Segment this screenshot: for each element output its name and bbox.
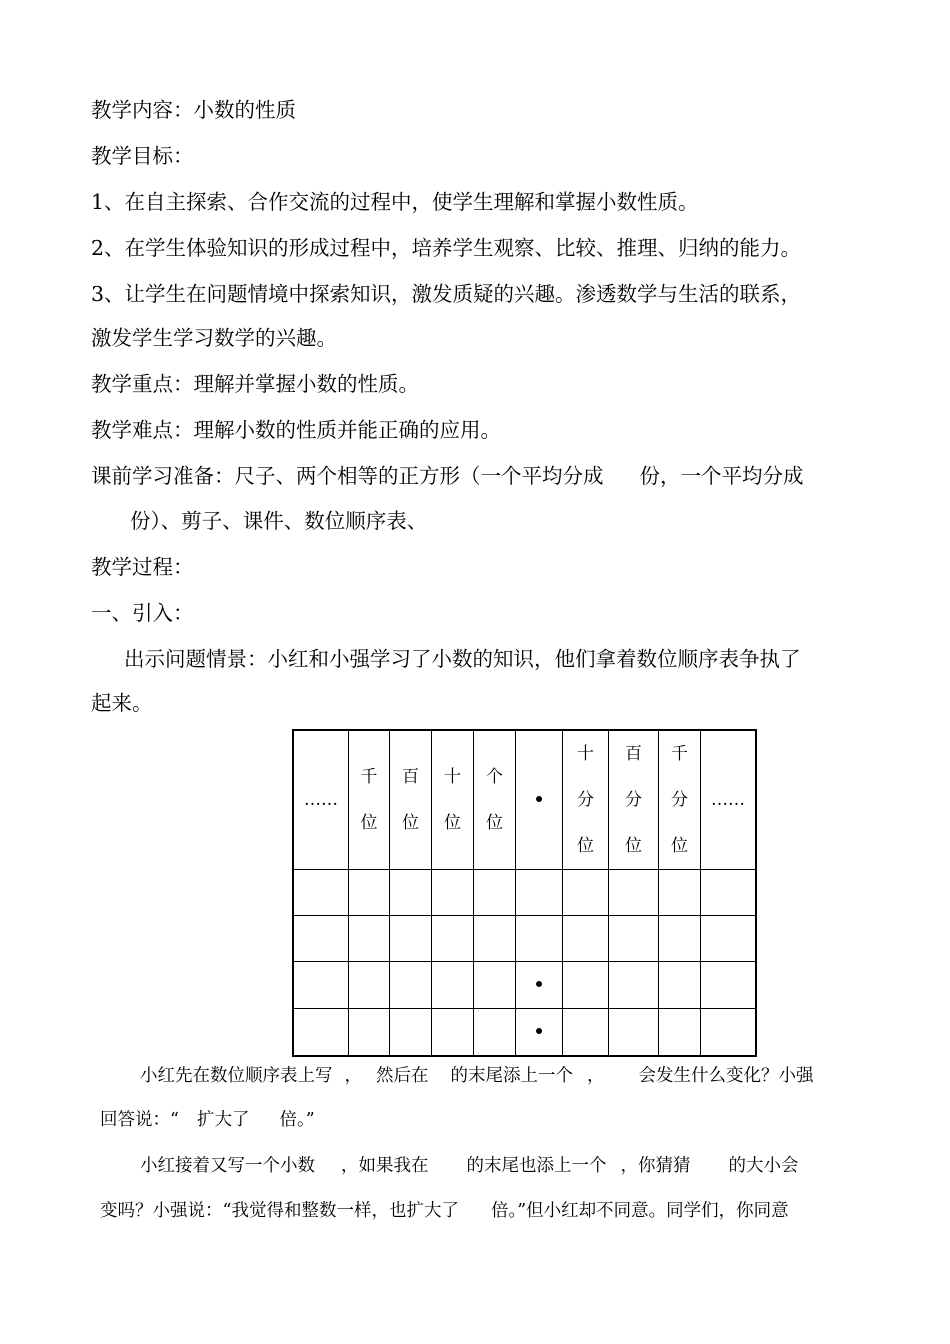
key-point: 教学重点：理解并掌握小数的性质。 xyxy=(91,372,419,396)
goal-3-cont: 激发学生学习数学的兴趣。 xyxy=(91,326,337,350)
heading-process: 教学过程： xyxy=(91,555,194,579)
header-tenths: 十 分 位 xyxy=(563,730,609,870)
difficulty: 教学难点：理解小数的性质并能正确的应用。 xyxy=(91,418,501,442)
paragraph-2-line-2: 变吗？小强说：“我觉得和整数一样，也扩大了 倍。”但小红却不同意。同学们，你同意 xyxy=(100,1201,789,1221)
preparation-part2: 份，一个平均分成 xyxy=(639,464,804,488)
header-ellipsis-left: …… xyxy=(293,730,349,870)
goal-3: 3、让学生在问题情境中探索知识，激发质疑的兴趣。渗透数学与生活的联系， xyxy=(91,282,802,306)
preparation xyxy=(91,466,804,487)
header-decimal-point: • xyxy=(516,730,563,870)
heading-goals: 教学目标： xyxy=(91,144,194,168)
preparation-cont: 份）、剪子、课件、数位顺序表、 xyxy=(130,509,428,533)
row-decimal-point: • xyxy=(516,962,563,1009)
table-row xyxy=(293,870,756,916)
paragraph-1-line-2: 回答说：“ 扩大了 倍。” xyxy=(100,1110,315,1130)
header-ones: 个 位 xyxy=(474,730,516,870)
header-hundredths: 百 分 位 xyxy=(609,730,659,870)
table-row xyxy=(293,916,756,962)
scenario-cont: 起来。 xyxy=(91,691,153,715)
scenario: 出示问题情景：小红和小强学习了小数的知识，他们拿着数位顺序表争执了 xyxy=(124,647,801,671)
place-value-table xyxy=(292,729,757,1057)
paragraph-1-line-1: 小红先在数位顺序表上写 ， 然后在 的末尾添上一个 ， 会发生什么变化？小强 xyxy=(140,1066,814,1086)
paragraph-2-line-1: 小红接着又写一个小数 ，如果我在 的末尾也添上一个 ，你猜猜 的大小会 xyxy=(140,1156,799,1176)
header-tens: 十 位 xyxy=(432,730,474,870)
header-hundreds: 百 位 xyxy=(390,730,432,870)
header-thousands: 千 位 xyxy=(349,730,390,870)
preparation-part1: 课前学习准备：尺子、两个相等的正方形（一个平均分成 xyxy=(91,464,604,488)
row-decimal-point: • xyxy=(516,1009,563,1057)
goal-1: 1、在自主探索、合作交流的过程中，使学生理解和掌握小数性质。 xyxy=(91,190,699,214)
table-row xyxy=(293,1009,756,1057)
goal-2: 2、在学生体验知识的形成过程中，培养学生观察、比较、推理、归纳的能力。 xyxy=(91,236,802,260)
header-ellipsis-right: …… xyxy=(701,730,757,870)
header-thousandths: 千 分 位 xyxy=(659,730,701,870)
heading-content: 教学内容：小数的性质 xyxy=(91,98,296,122)
section-intro: 一、引入： xyxy=(91,601,194,625)
table-row xyxy=(293,962,756,1009)
